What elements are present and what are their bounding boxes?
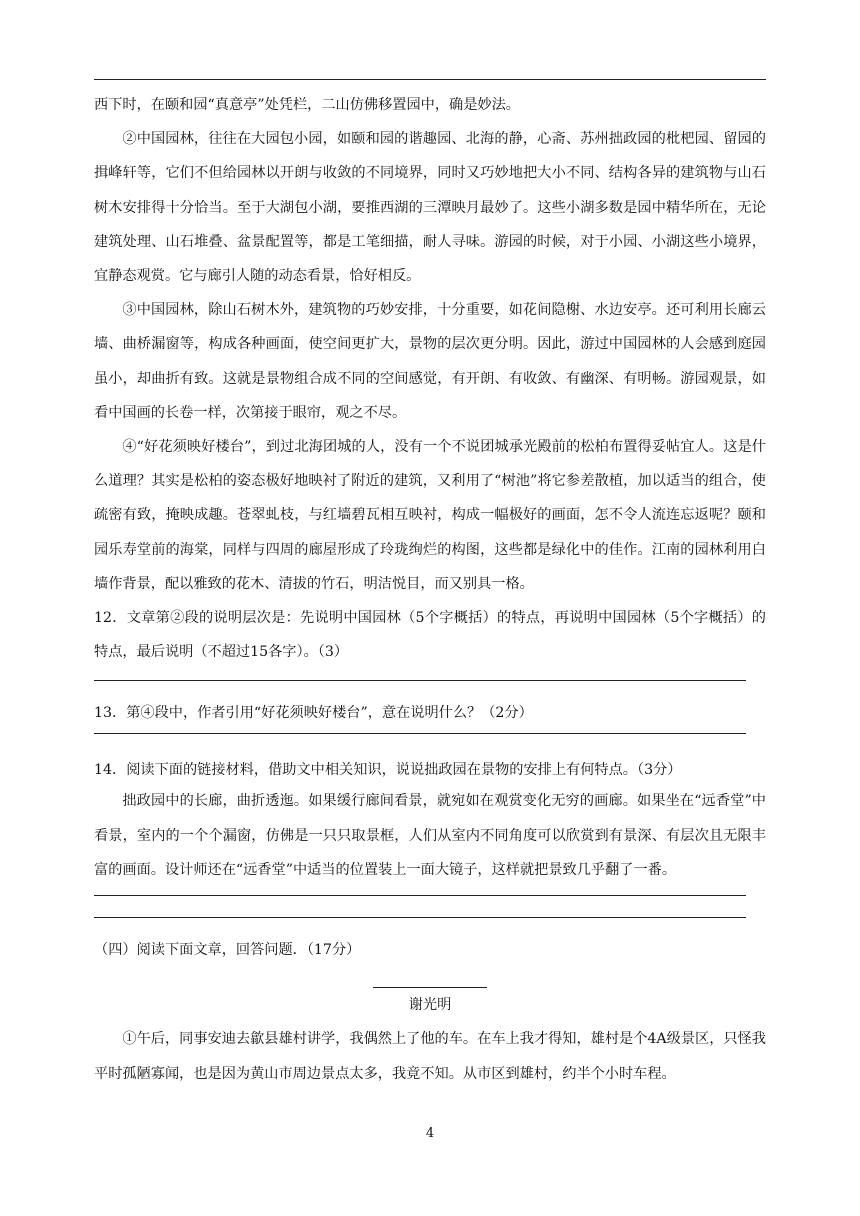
link-material: 拙政园中的长廊，曲折透迤。如果缓行廊间看景，就宛如在观赏变化无穷的画廊。如果坐在“远香堂”中看景，室内的一个个漏窗，仿佛是一只只取景框，人们从室内不同角度可以欣赏到有景深、有层次且无限丰富的画面。设计师还在“远香堂”中适当的位置装上一面大镜子，这样就把景致几乎翻了一番。 (94, 793, 766, 878)
passage-paragraph-3: ③中国园林，除山石树木外，建筑物的巧妙安排，十分重要，如花间隐榭、水边安亭。还可利用长廊云墙、曲桥漏窗等，构成各种画面，使空间更扩大，景物的层次更分明。因此，游过中国园林的人会感到庭园虽小，却曲折有致。这就是景物组合成不同的空间感觉，有开朗、有收敛、有幽深、有明畅。游园观景，如看中国画的长卷一样，次第接于眼帘，观之不尽。 (94, 302, 766, 421)
header-rule (94, 79, 766, 80)
question-12: 12．文章第②段的说明层次是：先说明中国园林（5个字概括）的特点，再说明中国园林（5个字概括）的特点，最后说明（不超过15各字）。（3） (94, 610, 766, 661)
question-13: 13．第④段中，作者引用“好花须映好楼台”，意在说明什么？（2分） (94, 705, 533, 722)
answer-line-12[interactable] (94, 680, 746, 682)
question-14: 14．阅读下面的链接材料，借助文中相关知识，说说拙政园在景物的安排上有何特点。（3分） (94, 762, 682, 779)
answer-line-13[interactable] (94, 733, 746, 735)
article-paragraph-1: ①午后，同事安迪去歙县雄村讲学，我偶然上了他的车。在车上我才得知，雄村是个4A级景区，只怪我平时孤陋寡闻，也是因为黄山市周边景点太多，我竟不知。从市区到雄村，约半个小时车程。 (94, 1031, 766, 1082)
passage-paragraph-2: ②中国园林，往往在大园包小园，如颐和园的谐趣园、北海的静，心斋、苏州拙政园的枇杷园、留园的揖峰轩等，它们不但给园林以开朗与收敛的不同境界，同时又巧妙地把大小不同、结构各异的建筑物与山石树木安排得十分恰当。至于大湖包小湖，要推西湖的三潭映月最妙了。这些小湖多数是园中精华所在，无论建筑处理、山石堆叠、盆景配置等，都是工笔细描，耐人寻味。游园的时候，对于小园、小湖这些小境界，宜静态观赏。它与廊引人随的动态看景，恰好相反。 (94, 131, 766, 285)
passage-paragraph-4: ④“好花须映好楼台”，到过北海团城的人，没有一个不说团城承光殿前的松柏布置得妥帖宜人。这是什么道理？其实是松柏的姿态极好地映衬了附近的建筑，又利用了“树池”将它参差散植，加以适当的组合，使疏密有致，掩映成趣。苍翠虬枝，与红墙碧瓦相互映衬，构成一幅极好的画面，怎不令人流连忘返呢？颐和园乐寿堂前的海棠，同样与四周的廊屋形成了玲珑绚烂的构图，这些都是绿化中的佳作。江南的园林利用白墙作背景，配以雅致的花木、清拔的竹石，明洁悦目，而又别具一格。 (94, 439, 766, 592)
answer-line-14a[interactable] (94, 895, 746, 897)
passage-paragraph-0: 西下时，在颐和园“真意亭”处凭栏，二山仿佛移置园中，确是妙法。 (94, 97, 520, 113)
answer-line-14b[interactable] (94, 917, 746, 919)
article-author: 谢光明 (408, 997, 452, 1014)
section-4-heading: （四）阅读下面文章，回答问题．（17分） (94, 942, 361, 959)
document-body (94, 88, 766, 1091)
page-number: 4 (425, 1126, 435, 1141)
